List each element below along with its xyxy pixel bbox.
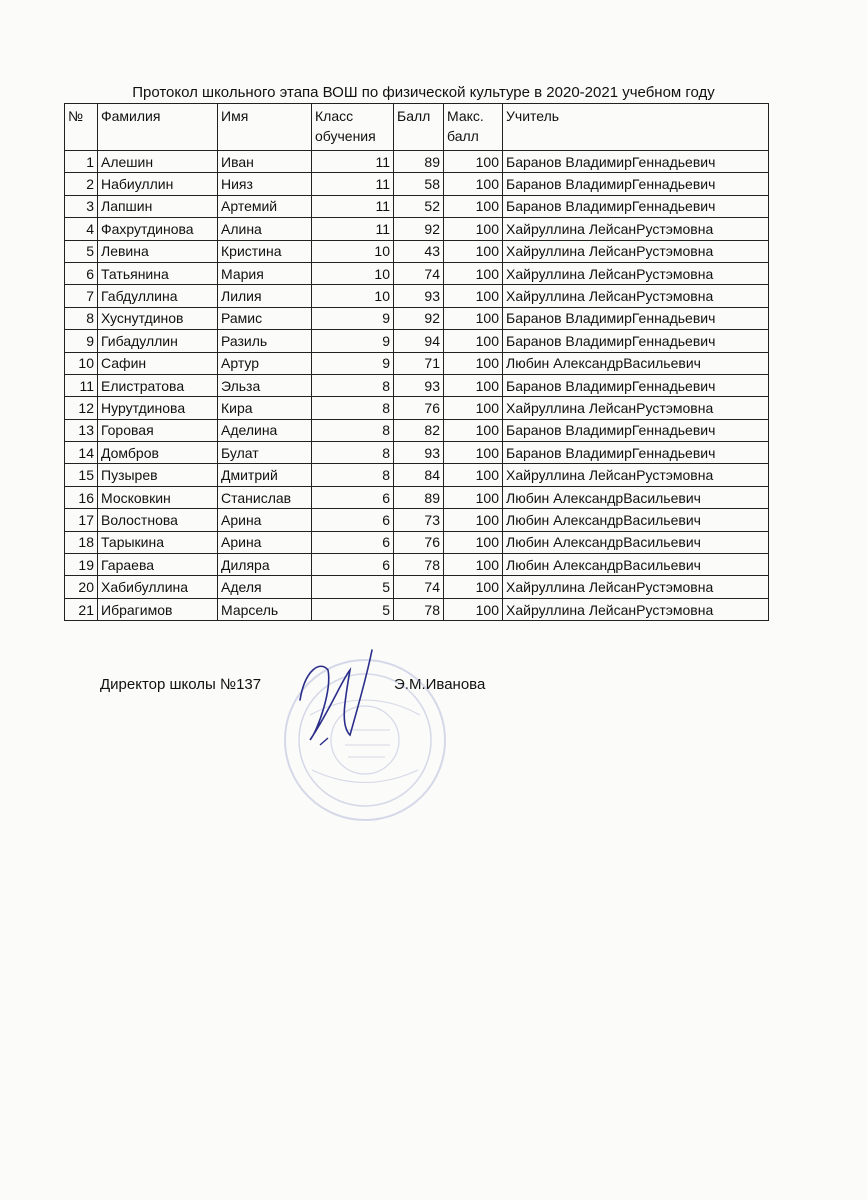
cell-teacher: Баранов ВладимирГеннадьевич bbox=[503, 442, 769, 464]
cell-max: 100 bbox=[444, 576, 503, 598]
table-row bbox=[65, 285, 769, 307]
cell-surname: Нурутдинова bbox=[98, 397, 218, 419]
table-row bbox=[65, 218, 769, 240]
cell-score: 94 bbox=[394, 330, 444, 352]
cell-max: 100 bbox=[444, 151, 503, 173]
table-row bbox=[65, 307, 769, 329]
cell-max: 100 bbox=[444, 397, 503, 419]
cell-max: 100 bbox=[444, 486, 503, 508]
cell-name: Нияз bbox=[218, 173, 312, 195]
header-teacher: Учитель bbox=[503, 104, 769, 151]
cell-surname: Гибадуллин bbox=[98, 330, 218, 352]
cell-teacher: Любин АлександрВасильевич bbox=[503, 352, 769, 374]
cell-teacher: Любин АлександрВасильевич bbox=[503, 531, 769, 553]
cell-teacher: Хайруллина ЛейсанРустэмовна bbox=[503, 262, 769, 284]
cell-score: 74 bbox=[394, 576, 444, 598]
cell-grade: 8 bbox=[312, 397, 394, 419]
cell-max: 100 bbox=[444, 173, 503, 195]
cell-grade: 6 bbox=[312, 531, 394, 553]
cell-score: 52 bbox=[394, 195, 444, 217]
cell-surname: Волостнова bbox=[98, 509, 218, 531]
cell-name: Кира bbox=[218, 397, 312, 419]
cell-score: 74 bbox=[394, 262, 444, 284]
director-label: Директор школы №137 bbox=[100, 676, 262, 693]
header-grade-line1: Класс bbox=[315, 108, 354, 124]
cell-num: 12 bbox=[65, 397, 98, 419]
table-row bbox=[65, 151, 769, 173]
cell-teacher: Любин АлександрВасильевич bbox=[503, 554, 769, 576]
cell-num: 13 bbox=[65, 419, 98, 441]
table-row bbox=[65, 397, 769, 419]
cell-grade: 10 bbox=[312, 262, 394, 284]
cell-name: Диляра bbox=[218, 554, 312, 576]
table-row bbox=[65, 486, 769, 508]
cell-grade: 11 bbox=[312, 151, 394, 173]
cell-surname: Пузырев bbox=[98, 464, 218, 486]
cell-teacher: Хайруллина ЛейсанРустэмовна bbox=[503, 598, 769, 620]
cell-teacher: Баранов ВладимирГеннадьевич bbox=[503, 330, 769, 352]
cell-score: 92 bbox=[394, 307, 444, 329]
cell-num: 4 bbox=[65, 218, 98, 240]
cell-num: 20 bbox=[65, 576, 98, 598]
cell-grade: 8 bbox=[312, 442, 394, 464]
cell-num: 9 bbox=[65, 330, 98, 352]
cell-grade: 6 bbox=[312, 509, 394, 531]
cell-score: 58 bbox=[394, 173, 444, 195]
cell-num: 19 bbox=[65, 554, 98, 576]
cell-num: 8 bbox=[65, 307, 98, 329]
director-name: Э.М.Иванова bbox=[394, 676, 486, 693]
table-row bbox=[65, 531, 769, 553]
cell-grade: 11 bbox=[312, 218, 394, 240]
cell-surname: Хуснутдинов bbox=[98, 307, 218, 329]
cell-name: Иван bbox=[218, 151, 312, 173]
cell-num: 17 bbox=[65, 509, 98, 531]
header-grade-line2: обучения bbox=[315, 128, 376, 144]
header-name: Имя bbox=[218, 104, 312, 151]
cell-name: Дмитрий bbox=[218, 464, 312, 486]
cell-num: 6 bbox=[65, 262, 98, 284]
cell-teacher: Баранов ВладимирГеннадьевич bbox=[503, 195, 769, 217]
cell-num: 3 bbox=[65, 195, 98, 217]
cell-max: 100 bbox=[444, 285, 503, 307]
cell-name: Рамис bbox=[218, 307, 312, 329]
cell-name: Булат bbox=[218, 442, 312, 464]
cell-grade: 6 bbox=[312, 554, 394, 576]
cell-max: 100 bbox=[444, 598, 503, 620]
cell-name: Аделина bbox=[218, 419, 312, 441]
cell-teacher: Хайруллина ЛейсанРустэмовна bbox=[503, 397, 769, 419]
cell-score: 78 bbox=[394, 554, 444, 576]
cell-score: 76 bbox=[394, 397, 444, 419]
table-row bbox=[65, 330, 769, 352]
cell-score: 89 bbox=[394, 151, 444, 173]
cell-name: Алина bbox=[218, 218, 312, 240]
cell-surname: Ибрагимов bbox=[98, 598, 218, 620]
cell-max: 100 bbox=[444, 195, 503, 217]
header-num: № bbox=[65, 104, 98, 151]
table-body bbox=[65, 151, 769, 621]
cell-score: 93 bbox=[394, 442, 444, 464]
cell-num: 21 bbox=[65, 598, 98, 620]
cell-name: Артемий bbox=[218, 195, 312, 217]
cell-teacher: Любин АлександрВасильевич bbox=[503, 509, 769, 531]
cell-surname: Фахрутдинова bbox=[98, 218, 218, 240]
table-row bbox=[65, 464, 769, 486]
cell-score: 43 bbox=[394, 240, 444, 262]
cell-num: 1 bbox=[65, 151, 98, 173]
cell-max: 100 bbox=[444, 330, 503, 352]
cell-max: 100 bbox=[444, 509, 503, 531]
header-max bbox=[444, 104, 503, 151]
cell-name: Станислав bbox=[218, 486, 312, 508]
cell-teacher: Хайруллина ЛейсанРустэмовна bbox=[503, 464, 769, 486]
cell-max: 100 bbox=[444, 464, 503, 486]
cell-grade: 9 bbox=[312, 330, 394, 352]
cell-max: 100 bbox=[444, 531, 503, 553]
cell-num: 16 bbox=[65, 486, 98, 508]
cell-teacher: Хайруллина ЛейсанРустэмовна bbox=[503, 285, 769, 307]
cell-num: 11 bbox=[65, 374, 98, 396]
cell-num: 2 bbox=[65, 173, 98, 195]
cell-num: 7 bbox=[65, 285, 98, 307]
cell-score: 82 bbox=[394, 419, 444, 441]
cell-teacher: Баранов ВладимирГеннадьевич bbox=[503, 307, 769, 329]
table-row bbox=[65, 598, 769, 620]
cell-teacher: Баранов ВладимирГеннадьевич bbox=[503, 151, 769, 173]
cell-teacher: Баранов ВладимирГеннадьевич bbox=[503, 419, 769, 441]
cell-num: 10 bbox=[65, 352, 98, 374]
cell-name: Кристина bbox=[218, 240, 312, 262]
cell-name: Арина bbox=[218, 509, 312, 531]
cell-surname: Горовая bbox=[98, 419, 218, 441]
table-row bbox=[65, 419, 769, 441]
cell-grade: 11 bbox=[312, 195, 394, 217]
cell-name: Артур bbox=[218, 352, 312, 374]
cell-name: Арина bbox=[218, 531, 312, 553]
cell-grade: 11 bbox=[312, 173, 394, 195]
cell-score: 93 bbox=[394, 285, 444, 307]
cell-surname: Левина bbox=[98, 240, 218, 262]
header-grade bbox=[312, 104, 394, 151]
cell-teacher: Баранов ВладимирГеннадьевич bbox=[503, 173, 769, 195]
cell-max: 100 bbox=[444, 419, 503, 441]
header-score: Балл bbox=[394, 104, 444, 151]
cell-grade: 6 bbox=[312, 486, 394, 508]
table-row bbox=[65, 195, 769, 217]
cell-num: 15 bbox=[65, 464, 98, 486]
cell-score: 93 bbox=[394, 374, 444, 396]
cell-surname: Гараева bbox=[98, 554, 218, 576]
cell-surname: Московкин bbox=[98, 486, 218, 508]
cell-name: Эльза bbox=[218, 374, 312, 396]
table-row bbox=[65, 576, 769, 598]
cell-max: 100 bbox=[444, 442, 503, 464]
cell-grade: 5 bbox=[312, 598, 394, 620]
header-surname: Фамилия bbox=[98, 104, 218, 151]
cell-grade: 10 bbox=[312, 240, 394, 262]
signature-icon bbox=[280, 640, 390, 760]
cell-teacher: Хайруллина ЛейсанРустэмовна bbox=[503, 240, 769, 262]
table-row bbox=[65, 509, 769, 531]
cell-grade: 10 bbox=[312, 285, 394, 307]
cell-surname: Набиуллин bbox=[98, 173, 218, 195]
cell-grade: 8 bbox=[312, 464, 394, 486]
cell-surname: Сафин bbox=[98, 352, 218, 374]
cell-surname: Елистратова bbox=[98, 374, 218, 396]
cell-grade: 9 bbox=[312, 352, 394, 374]
cell-surname: Лапшин bbox=[98, 195, 218, 217]
cell-grade: 8 bbox=[312, 419, 394, 441]
cell-score: 76 bbox=[394, 531, 444, 553]
cell-num: 5 bbox=[65, 240, 98, 262]
cell-score: 92 bbox=[394, 218, 444, 240]
cell-max: 100 bbox=[444, 554, 503, 576]
table-row bbox=[65, 262, 769, 284]
cell-max: 100 bbox=[444, 307, 503, 329]
cell-score: 78 bbox=[394, 598, 444, 620]
results-table bbox=[64, 103, 769, 621]
cell-teacher: Баранов ВладимирГеннадьевич bbox=[503, 374, 769, 396]
cell-num: 14 bbox=[65, 442, 98, 464]
cell-max: 100 bbox=[444, 240, 503, 262]
cell-teacher: Любин АлександрВасильевич bbox=[503, 486, 769, 508]
cell-max: 100 bbox=[444, 218, 503, 240]
cell-surname: Алешин bbox=[98, 151, 218, 173]
cell-surname: Хабибуллина bbox=[98, 576, 218, 598]
table-header-row bbox=[65, 104, 769, 151]
cell-grade: 9 bbox=[312, 307, 394, 329]
cell-max: 100 bbox=[444, 374, 503, 396]
table-row bbox=[65, 374, 769, 396]
cell-teacher: Хайруллина ЛейсанРустэмовна bbox=[503, 576, 769, 598]
cell-num: 18 bbox=[65, 531, 98, 553]
table-row bbox=[65, 240, 769, 262]
header-max-line2: балл bbox=[447, 128, 479, 144]
document-title: Протокол школьного этапа ВОШ по физической культуре в 2020-2021 учебном году bbox=[132, 84, 715, 101]
cell-surname: Татьянина bbox=[98, 262, 218, 284]
table-row bbox=[65, 554, 769, 576]
cell-grade: 5 bbox=[312, 576, 394, 598]
cell-name: Разиль bbox=[218, 330, 312, 352]
cell-max: 100 bbox=[444, 352, 503, 374]
cell-score: 73 bbox=[394, 509, 444, 531]
cell-name: Марсель bbox=[218, 598, 312, 620]
cell-name: Аделя bbox=[218, 576, 312, 598]
cell-surname: Домбров bbox=[98, 442, 218, 464]
cell-score: 71 bbox=[394, 352, 444, 374]
cell-surname: Тарыкина bbox=[98, 531, 218, 553]
cell-grade: 8 bbox=[312, 374, 394, 396]
cell-score: 89 bbox=[394, 486, 444, 508]
cell-teacher: Хайруллина ЛейсанРустэмовна bbox=[503, 218, 769, 240]
table-row bbox=[65, 173, 769, 195]
cell-score: 84 bbox=[394, 464, 444, 486]
cell-name: Мария bbox=[218, 262, 312, 284]
header-max-line1: Макс. bbox=[447, 108, 484, 124]
cell-surname: Габдуллина bbox=[98, 285, 218, 307]
cell-max: 100 bbox=[444, 262, 503, 284]
cell-name: Лилия bbox=[218, 285, 312, 307]
table-row bbox=[65, 352, 769, 374]
table-row bbox=[65, 442, 769, 464]
